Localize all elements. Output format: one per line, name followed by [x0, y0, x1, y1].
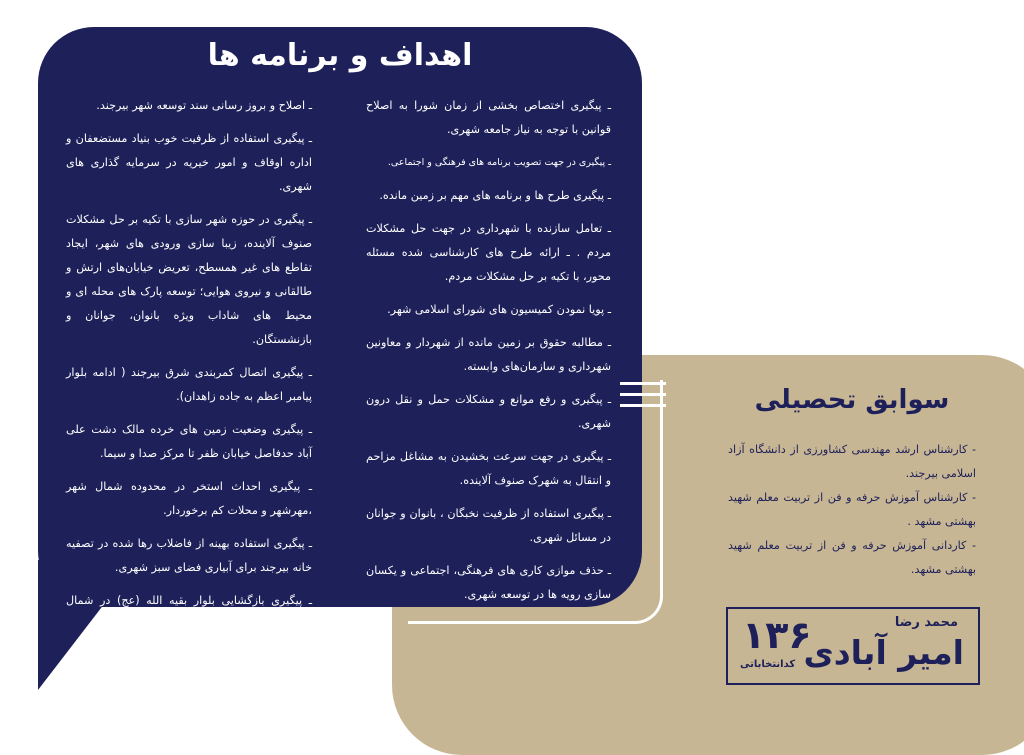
- hamburger-menu-icon: [620, 380, 666, 408]
- education-item: - کاردانی آموزش حرفه و فن از تربیت معلم شهید بهشتی مشهد.: [728, 539, 976, 576]
- goals-column-right: [366, 94, 611, 616]
- candidate-first-name: محمد رضا: [894, 615, 958, 630]
- goal-item: ـ اصلاح و بروز رسانی سند توسعه شهر بیرجند.: [96, 99, 312, 112]
- goal-item: ـ تعامل سازنده با شهرداری در جهت حل مشکلات مردم . ـ ارائه طرح های کارشناسی شده مسئله محور، با تکیه بر حل مشکلات مردم.: [366, 222, 611, 283]
- goal-item: ـ پیگیری استفاده بهینه از فاضلاب رها شده در تصفیه خانه بیرجند برای آبیاری فضای سبز شهری.: [66, 537, 312, 574]
- goal-item: ـ مطالبه حقوق بر زمین مانده از شهردار و معاونین شهرداری و سازمان‌های وابسته.: [366, 336, 611, 373]
- goal-item: ـ پیگیری بازگشایی بلوار بقیه الله (عج) در شمال شهر.: [66, 594, 312, 631]
- goal-item: ـ پیگیری اختصاص بخشی از زمان شورا به اصلاح قوانین با توجه به نیاز جامعه شهری.: [366, 99, 611, 136]
- education-item: - کارشناس ارشد مهندسی کشاورزی از دانشگاه آزاد اسلامی بیرجند.: [728, 443, 976, 480]
- candidate-box: [726, 607, 980, 685]
- goal-item: ـ پیگیری در جهت سرعت بخشیدن به مشاغل مزاحم و انتقال به شهرک صنوف آلاینده.: [366, 450, 611, 487]
- education-title: سوابق تحصیلی: [754, 385, 950, 415]
- candidate-code-label: کدانتخاباتی: [740, 659, 796, 670]
- education-list: [728, 438, 976, 582]
- goal-item: ـ پیگیری در حوزه شهر سازی با تکیه بر حل مشکلات صنوف آلاینده، زیبا سازی ورودی های شهر، ایجاد تقاطع های غیر همسطح، تعریض خیابان‌های ارتش و طالقانی و نیروی هوایی؛ توسعه پارک های محله ای و محیط های شاداب ویژه بانوان، جوانان و بازنشستگان.: [66, 213, 312, 346]
- education-item: - کارشناس آموزش حرفه و فن از تربیت معلم شهید بهشتی مشهد .: [728, 491, 976, 528]
- goal-item: ـ پیگیری احداث استخر در محدوده شمال شهر ،مهرشهر و محلات کم برخوردار.: [66, 480, 312, 517]
- goal-item: ـ پیگیری و رفع موانع و مشکلات حمل و نقل درون شهری.: [366, 393, 611, 430]
- goal-item: ـ پیگیری طرح ها و برنامه های مهم بر زمین مانده.: [379, 189, 611, 202]
- candidate-number: ۱۳۶: [742, 613, 812, 657]
- goal-item: ـ پیگیری استفاده از ظرفیت نخبگان ، بانوان و جوانان در مسائل شهری.: [366, 507, 611, 544]
- goal-item: ـ پیگیری اتصال کمربندی شرق بیرجند ( ادامه بلوار پیامبر اعظم به جاده زاهدان).: [66, 366, 312, 403]
- goal-item: ـ پویا نمودن کمیسیون های شورای اسلامی شهر.: [387, 303, 611, 316]
- goal-item: ـ پیگیری استفاده از ظرفیت خوب بنیاد مستضعفان و اداره اوقاف و امور خیریه در سرمایه گذاری های شهری.: [66, 132, 312, 193]
- goal-item: ـ پیگیری وضعیت زمین های خرده مالک دشت علی آباد حدفاصل خیابان ظفر تا مرکز صدا و سیما.: [66, 423, 312, 460]
- candidate-last-name: امیر آبادی: [803, 633, 964, 672]
- goal-item: ـ پیگیری در جهت تصویب برنامه های فرهنگی و اجتماعی.: [387, 157, 611, 168]
- goal-item: ـ حذف موازی کاری های فرهنگی، اجتماعی و یکسان سازی رویه ها در توسعه شهری.: [366, 564, 611, 601]
- page-title: اهداف و برنامه ها: [207, 38, 473, 73]
- goals-column-left: [66, 94, 312, 646]
